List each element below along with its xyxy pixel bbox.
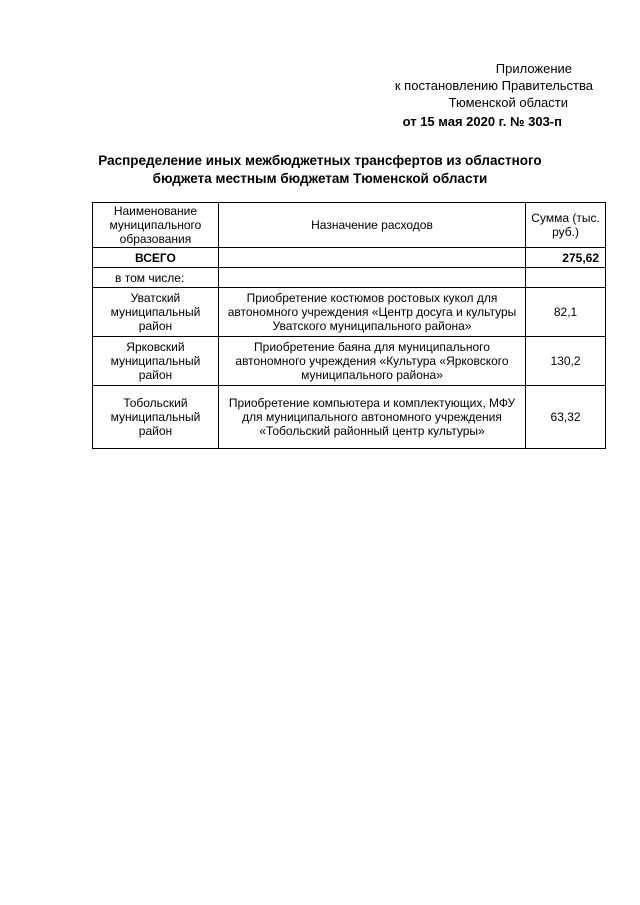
document-title-line-2: бюджета местным бюджетам Тюменской области [152,171,488,186]
row-purpose: Приобретение компьютера и комплектующих, МФУ для муниципального автономного учреждения «Тобольский районный центр культуры» [218,386,525,449]
table-header-row [93,203,606,248]
table-including-row [93,268,606,288]
table-row [93,288,606,337]
appendix-block [333,60,593,130]
including-purpose-empty [218,268,525,288]
row-municipality: Уватский муниципальный район [93,288,219,337]
table-total-row [93,248,606,268]
table-row [93,337,606,386]
total-amount: 275,62 [526,248,606,268]
document-title-line-1: Распределение иных межбюджетных трансфертов из областного [98,153,542,168]
row-purpose: Приобретение костюмов ростовых кукол для автономного учреждения «Центр досуга и культуры Уватского муниципального района» [218,288,525,337]
transfers-table [92,202,606,449]
header-municipality: Наименование муниципального образования [93,203,219,248]
table-row [93,386,606,449]
appendix-resolution: к постановлению Правительства [394,78,593,93]
document-title [80,152,560,188]
row-amount: 82,1 [526,288,606,337]
including-label: в том числе: [93,268,219,288]
row-purpose: Приобретение баяна для муниципального автономного учреждения «Культура «Ярковского муниципального района» [218,337,525,386]
total-purpose-empty [218,248,525,268]
appendix-date: от 15 мая 2020 г. № 303-п [402,114,562,129]
row-municipality: Ярковский муниципальный район [93,337,219,386]
header-amount: Сумма (тыс. руб.) [526,203,606,248]
including-amount-empty [526,268,606,288]
row-amount: 130,2 [526,337,606,386]
appendix-label: Приложение [495,61,572,76]
row-amount: 63,32 [526,386,606,449]
header-purpose: Назначение расходов [218,203,525,248]
appendix-region: Тюменской области [448,95,568,110]
row-municipality: Тобольский муниципальный район [93,386,219,449]
total-label: ВСЕГО [93,248,219,268]
